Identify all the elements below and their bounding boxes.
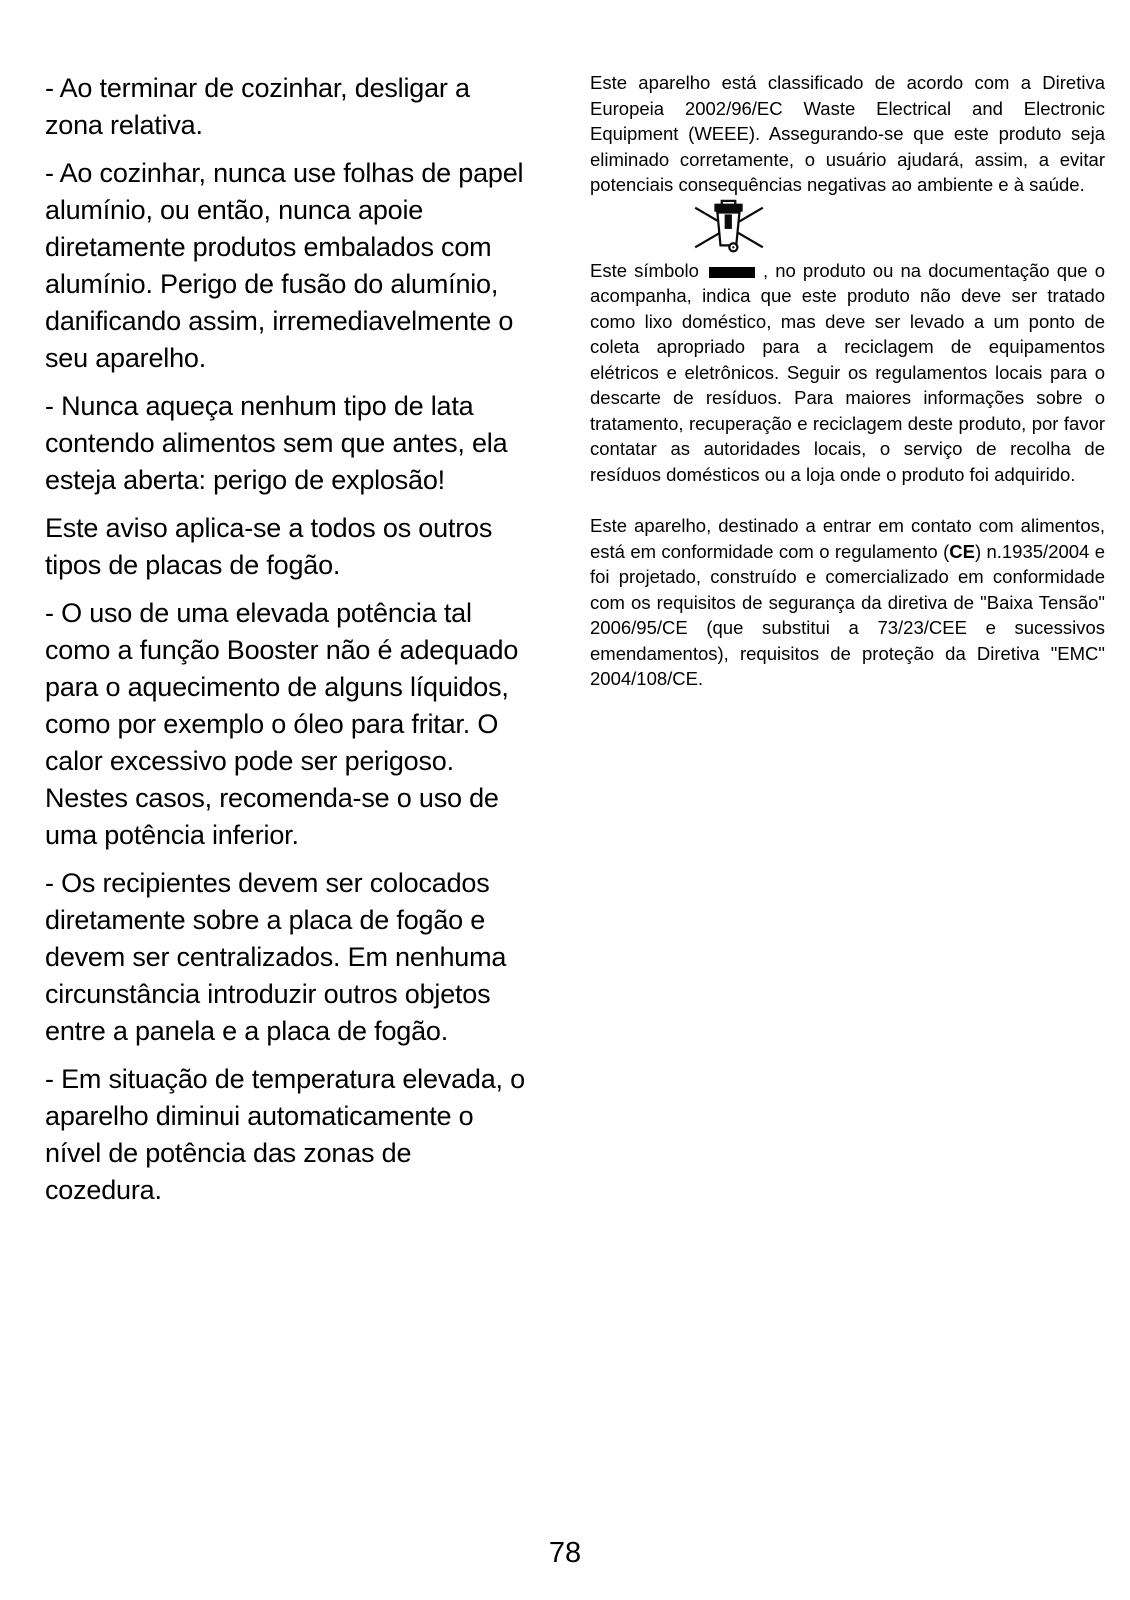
paragraph-sealed-cans: - Nunca aqueça nenhum tipo de lata contendo alimentos sem que antes, ela esteja aberta: perigo de explosão!	[45, 391, 508, 495]
paragraph-symbol-disposal	[590, 258, 1105, 488]
left-column	[45, 70, 527, 1220]
paragraph-aluminium-foil: - Ao cozinhar, nunca use folhas de papel alumínio, ou então, nunca apoie diretamente produtos embalados com alumínio. Perigo de fusão do alumínio, danificando assim, irremediavelmente o seu aparelho.	[45, 158, 524, 373]
paragraph-weee-directive: Este aparelho está classificado de acordo com a Diretiva Europeia 2002/96/EC Waste Electrical and Electronic Equipment (WEEE). Assegurando-se que este produto seja eliminado corretamente, o usuário ajudará, assim, a evitar potenciais consequências negativas ao ambiente e à saúde.	[590, 72, 1105, 195]
paragraph-ce-compliance	[590, 513, 1105, 692]
paragraph-warning-applies: Este aviso aplica-se a todos os outros tipos de placas de fogão.	[45, 513, 493, 580]
weee-crossed-bin-icon	[690, 198, 768, 256]
paragraph-containers-centered: - Os recipientes devem ser colocados diretamente sobre a placa de fogão e devem ser centralizados. Em nenhuma circunstância introduzir outros objetos entre a panela e a placa de fogão.	[45, 868, 507, 1046]
right-column	[590, 70, 1105, 692]
page-number: 78	[548, 1537, 582, 1569]
paragraph-booster-power: - O uso de uma elevada potência tal como a função Booster não é adequado para o aquecimento de alguns líquidos, como por exemplo o óleo para fritar. O calor excessivo pode ser perigoso. Nestes casos, recomenda-se o uso de uma potência inferior.	[45, 598, 519, 850]
symbol-text-after: , no produto ou na documentação que o acompanha, indica que este produto não deve ser tratado como lixo doméstico, mas deve ser levado a um ponto de coleta apropriado para a reciclagem de equipamentos elétricos e eletrônicos. Seguir os regulamentos locais para o descarte de resíduos. Para maiores informações sobre o tratamento, recuperação e reciclagem deste produto, por favor contatar as autoridades locais, o serviço de recolha de resíduos domésticos ou a loja onde o produto foi adquirido.	[590, 259, 1105, 485]
ce-bold-label: CE	[949, 540, 975, 562]
paragraph-switch-off-zone: - Ao terminar de cozinhar, desligar a zona relativa.	[45, 73, 470, 140]
ce-text-part2: ) n.1935/2004 e foi projetado, construído e comercializado em conformidade com os requisitos de segurança da diretiva de "Baixa Tensão" 2006/95/CE (que substitui a 73/23/CEE e sucessivos emendamentos), requisitos de proteção da Diretiva "EMC" 2004/108/CE.	[590, 540, 1106, 689]
solid-bar-icon	[709, 267, 755, 278]
paragraph-high-temperature: - Em situação de temperatura elevada, o aparelho diminui automaticamente o nível de potência das zonas de cozedura.	[45, 1064, 525, 1205]
symbol-text-before: Este símbolo	[590, 259, 699, 281]
ce-text-part1: Este aparelho, destinado a entrar em contato com alimentos, está em conformidade com o regulamento (	[590, 515, 1105, 562]
